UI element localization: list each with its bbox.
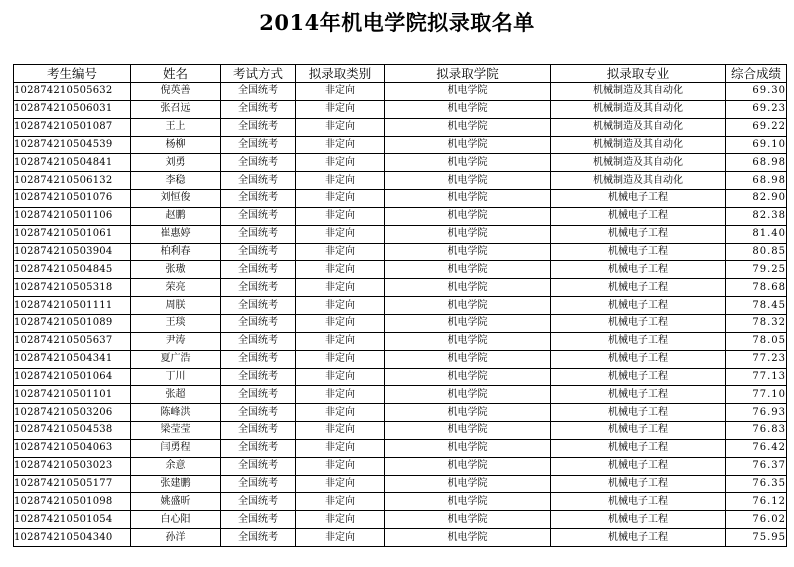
cell-exam-id: 102874210501106	[14, 207, 131, 225]
cell-admission-category: 非定向	[296, 154, 385, 172]
cell-major: 机械电子工程	[551, 493, 726, 511]
cell-college: 机电学院	[385, 493, 551, 511]
cell-exam-id: 102874210501076	[14, 190, 131, 208]
cell-admission-category: 非定向	[296, 439, 385, 457]
cell-college: 机电学院	[385, 279, 551, 297]
cell-name: 尹涛	[131, 332, 221, 350]
cell-exam-method: 全国统考	[221, 529, 296, 547]
table-row	[14, 439, 787, 457]
cell-major: 机械电子工程	[551, 511, 726, 529]
cell-score: 79.25	[726, 261, 787, 279]
cell-score: 78.45	[726, 297, 787, 315]
cell-score: 76.83	[726, 422, 787, 440]
cell-score: 75.95	[726, 529, 787, 547]
cell-college: 机电学院	[385, 83, 551, 101]
cell-exam-id: 102874210504539	[14, 136, 131, 154]
column-header-admission-category: 拟录取类别	[296, 65, 385, 83]
cell-score: 76.12	[726, 493, 787, 511]
cell-college: 机电学院	[385, 314, 551, 332]
cell-admission-category: 非定向	[296, 314, 385, 332]
cell-name: 孙洋	[131, 529, 221, 547]
cell-exam-id: 102874210504841	[14, 154, 131, 172]
cell-score: 69.22	[726, 118, 787, 136]
table-row	[14, 422, 787, 440]
cell-score: 69.10	[726, 136, 787, 154]
cell-exam-method: 全国统考	[221, 314, 296, 332]
cell-name: 王琰	[131, 314, 221, 332]
column-header-name: 姓名	[131, 65, 221, 83]
cell-exam-method: 全国统考	[221, 350, 296, 368]
cell-major: 机械制造及其自动化	[551, 83, 726, 101]
table-row	[14, 154, 787, 172]
cell-college: 机电学院	[385, 172, 551, 190]
cell-name: 张召远	[131, 100, 221, 118]
column-header-exam-method: 考试方式	[221, 65, 296, 83]
cell-name: 刘恒俊	[131, 190, 221, 208]
table-row	[14, 297, 787, 315]
cell-score: 77.10	[726, 386, 787, 404]
cell-score: 77.23	[726, 350, 787, 368]
cell-score: 81.40	[726, 225, 787, 243]
table-row	[14, 261, 787, 279]
cell-admission-category: 非定向	[296, 243, 385, 261]
cell-exam-method: 全国统考	[221, 386, 296, 404]
page-title: 2014年机电学院拟录取名单	[259, 10, 535, 35]
table-row	[14, 457, 787, 475]
cell-exam-id: 102874210504845	[14, 261, 131, 279]
cell-exam-method: 全国统考	[221, 511, 296, 529]
cell-exam-method: 全国统考	[221, 297, 296, 315]
table-row	[14, 475, 787, 493]
cell-major: 机械制造及其自动化	[551, 118, 726, 136]
cell-name: 柏利春	[131, 243, 221, 261]
cell-admission-category: 非定向	[296, 225, 385, 243]
cell-score: 68.98	[726, 154, 787, 172]
cell-admission-category: 非定向	[296, 475, 385, 493]
cell-exam-id: 102874210505632	[14, 83, 131, 101]
table-row	[14, 279, 787, 297]
cell-name: 陈峰洪	[131, 404, 221, 422]
cell-name: 倪英善	[131, 83, 221, 101]
cell-college: 机电学院	[385, 439, 551, 457]
cell-exam-method: 全国统考	[221, 422, 296, 440]
cell-exam-id: 102874210503206	[14, 404, 131, 422]
cell-exam-id: 102874210505318	[14, 279, 131, 297]
cell-major: 机械电子工程	[551, 457, 726, 475]
cell-major: 机械电子工程	[551, 261, 726, 279]
table-row	[14, 118, 787, 136]
cell-college: 机电学院	[385, 154, 551, 172]
cell-exam-id: 102874210501061	[14, 225, 131, 243]
cell-exam-id: 102874210501087	[14, 118, 131, 136]
cell-exam-method: 全国统考	[221, 207, 296, 225]
cell-college: 机电学院	[385, 457, 551, 475]
table-row	[14, 350, 787, 368]
cell-college: 机电学院	[385, 511, 551, 529]
table-row	[14, 225, 787, 243]
cell-college: 机电学院	[385, 118, 551, 136]
cell-major: 机械电子工程	[551, 314, 726, 332]
cell-exam-id: 102874210501098	[14, 493, 131, 511]
cell-college: 机电学院	[385, 297, 551, 315]
cell-admission-category: 非定向	[296, 350, 385, 368]
table-row	[14, 404, 787, 422]
cell-score: 69.23	[726, 100, 787, 118]
cell-name: 丁川	[131, 368, 221, 386]
cell-major: 机械制造及其自动化	[551, 154, 726, 172]
cell-name: 姚盛昕	[131, 493, 221, 511]
cell-exam-id: 102874210501111	[14, 297, 131, 315]
cell-name: 赵鹏	[131, 207, 221, 225]
cell-admission-category: 非定向	[296, 386, 385, 404]
cell-admission-category: 非定向	[296, 100, 385, 118]
cell-major: 机械电子工程	[551, 332, 726, 350]
column-header-college: 拟录取学院	[385, 65, 551, 83]
cell-name: 张超	[131, 386, 221, 404]
cell-exam-method: 全国统考	[221, 457, 296, 475]
cell-admission-category: 非定向	[296, 457, 385, 475]
cell-admission-category: 非定向	[296, 136, 385, 154]
cell-name: 刘勇	[131, 154, 221, 172]
cell-score: 78.05	[726, 332, 787, 350]
cell-college: 机电学院	[385, 386, 551, 404]
cell-exam-id: 102874210506132	[14, 172, 131, 190]
cell-exam-method: 全国统考	[221, 172, 296, 190]
cell-exam-method: 全国统考	[221, 261, 296, 279]
cell-exam-method: 全国统考	[221, 475, 296, 493]
cell-major: 机械电子工程	[551, 404, 726, 422]
cell-admission-category: 非定向	[296, 190, 385, 208]
cell-major: 机械电子工程	[551, 529, 726, 547]
cell-name: 闫勇程	[131, 439, 221, 457]
cell-exam-method: 全国统考	[221, 118, 296, 136]
cell-exam-method: 全国统考	[221, 332, 296, 350]
cell-name: 周朕	[131, 297, 221, 315]
cell-major: 机械电子工程	[551, 297, 726, 315]
table-row	[14, 243, 787, 261]
table-row	[14, 511, 787, 529]
table-row	[14, 493, 787, 511]
cell-major: 机械电子工程	[551, 225, 726, 243]
cell-major: 机械电子工程	[551, 439, 726, 457]
cell-score: 78.68	[726, 279, 787, 297]
admission-table	[13, 64, 787, 547]
cell-name: 杨柳	[131, 136, 221, 154]
cell-admission-category: 非定向	[296, 261, 385, 279]
cell-exam-method: 全国统考	[221, 493, 296, 511]
cell-exam-method: 全国统考	[221, 225, 296, 243]
cell-admission-category: 非定向	[296, 422, 385, 440]
cell-name: 夏广浩	[131, 350, 221, 368]
cell-admission-category: 非定向	[296, 83, 385, 101]
table-row	[14, 190, 787, 208]
cell-exam-id: 102874210504063	[14, 439, 131, 457]
cell-score: 76.42	[726, 439, 787, 457]
cell-score: 76.02	[726, 511, 787, 529]
cell-college: 机电学院	[385, 207, 551, 225]
cell-major: 机械制造及其自动化	[551, 172, 726, 190]
cell-score: 69.30	[726, 83, 787, 101]
cell-score: 68.98	[726, 172, 787, 190]
cell-admission-category: 非定向	[296, 279, 385, 297]
table-row	[14, 207, 787, 225]
cell-major: 机械制造及其自动化	[551, 136, 726, 154]
cell-exam-method: 全国统考	[221, 439, 296, 457]
cell-major: 机械电子工程	[551, 207, 726, 225]
cell-name: 梁莹莹	[131, 422, 221, 440]
cell-admission-category: 非定向	[296, 404, 385, 422]
table-row	[14, 386, 787, 404]
cell-exam-id: 102874210501054	[14, 511, 131, 529]
column-header-exam-id: 考生编号	[14, 65, 131, 83]
cell-name: 白心阳	[131, 511, 221, 529]
cell-exam-method: 全国统考	[221, 154, 296, 172]
cell-college: 机电学院	[385, 243, 551, 261]
cell-score: 78.32	[726, 314, 787, 332]
cell-name: 荣亮	[131, 279, 221, 297]
cell-major: 机械电子工程	[551, 350, 726, 368]
cell-name: 张建鹏	[131, 475, 221, 493]
cell-score: 80.85	[726, 243, 787, 261]
cell-exam-id: 102874210505637	[14, 332, 131, 350]
cell-admission-category: 非定向	[296, 332, 385, 350]
cell-college: 机电学院	[385, 225, 551, 243]
cell-college: 机电学院	[385, 332, 551, 350]
cell-major: 机械电子工程	[551, 368, 726, 386]
cell-exam-method: 全国统考	[221, 100, 296, 118]
table-row	[14, 529, 787, 547]
cell-exam-id: 102874210504538	[14, 422, 131, 440]
cell-score: 82.38	[726, 207, 787, 225]
cell-college: 机电学院	[385, 261, 551, 279]
cell-exam-id: 102874210501064	[14, 368, 131, 386]
cell-score: 76.93	[726, 404, 787, 422]
cell-major: 机械电子工程	[551, 279, 726, 297]
cell-exam-id: 102874210503904	[14, 243, 131, 261]
cell-score: 76.35	[726, 475, 787, 493]
table-row	[14, 314, 787, 332]
cell-college: 机电学院	[385, 350, 551, 368]
cell-college: 机电学院	[385, 422, 551, 440]
cell-exam-id: 102874210505177	[14, 475, 131, 493]
cell-exam-id: 102874210506031	[14, 100, 131, 118]
cell-score: 76.37	[726, 457, 787, 475]
column-header-score: 综合成绩	[726, 65, 787, 83]
cell-admission-category: 非定向	[296, 529, 385, 547]
cell-college: 机电学院	[385, 368, 551, 386]
cell-admission-category: 非定向	[296, 493, 385, 511]
cell-major: 机械电子工程	[551, 475, 726, 493]
cell-college: 机电学院	[385, 529, 551, 547]
table-row	[14, 136, 787, 154]
cell-admission-category: 非定向	[296, 511, 385, 529]
cell-name: 崔惠婷	[131, 225, 221, 243]
cell-admission-category: 非定向	[296, 172, 385, 190]
cell-exam-id: 102874210501089	[14, 314, 131, 332]
cell-college: 机电学院	[385, 404, 551, 422]
cell-exam-id: 102874210503023	[14, 457, 131, 475]
cell-college: 机电学院	[385, 100, 551, 118]
cell-name: 王上	[131, 118, 221, 136]
cell-admission-category: 非定向	[296, 207, 385, 225]
cell-exam-method: 全国统考	[221, 83, 296, 101]
table-row	[14, 368, 787, 386]
cell-score: 77.13	[726, 368, 787, 386]
cell-major: 机械电子工程	[551, 190, 726, 208]
cell-major: 机械电子工程	[551, 243, 726, 261]
cell-exam-method: 全国统考	[221, 404, 296, 422]
cell-major: 机械制造及其自动化	[551, 100, 726, 118]
cell-score: 82.90	[726, 190, 787, 208]
table-row	[14, 172, 787, 190]
header-row	[14, 65, 787, 83]
cell-major: 机械电子工程	[551, 422, 726, 440]
cell-exam-method: 全国统考	[221, 243, 296, 261]
table-row	[14, 332, 787, 350]
cell-exam-id: 102874210504340	[14, 529, 131, 547]
cell-name: 余意	[131, 457, 221, 475]
cell-admission-category: 非定向	[296, 297, 385, 315]
cell-admission-category: 非定向	[296, 118, 385, 136]
cell-college: 机电学院	[385, 475, 551, 493]
cell-major: 机械电子工程	[551, 386, 726, 404]
cell-college: 机电学院	[385, 190, 551, 208]
cell-exam-method: 全国统考	[221, 368, 296, 386]
cell-name: 张璈	[131, 261, 221, 279]
cell-name: 李稳	[131, 172, 221, 190]
cell-exam-id: 102874210501101	[14, 386, 131, 404]
table-body	[14, 83, 787, 547]
cell-exam-method: 全国统考	[221, 279, 296, 297]
cell-exam-method: 全国统考	[221, 190, 296, 208]
cell-exam-method: 全国统考	[221, 136, 296, 154]
cell-admission-category: 非定向	[296, 368, 385, 386]
cell-exam-id: 102874210504341	[14, 350, 131, 368]
cell-college: 机电学院	[385, 136, 551, 154]
table-row	[14, 100, 787, 118]
column-header-major: 拟录取专业	[551, 65, 726, 83]
table-row	[14, 83, 787, 101]
